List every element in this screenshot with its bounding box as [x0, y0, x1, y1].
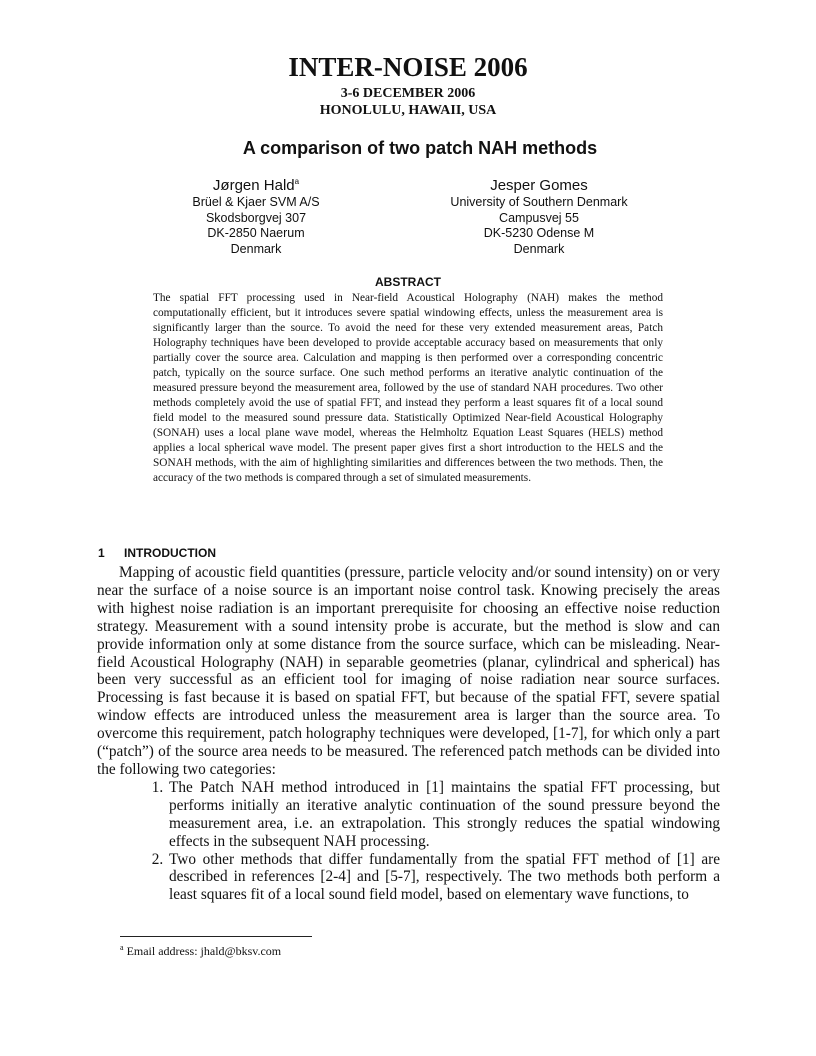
- section-title: INTRODUCTION: [124, 546, 216, 560]
- section-heading-introduction: [98, 546, 216, 560]
- author-affiliation-line: Denmark: [513, 241, 565, 256]
- intro-paragraph: Mapping of acoustic field quantities (pressure, particle velocity and/or sound intensity) on or very near the surface of a noise source is an important noise control task. Knowing precisely the areas with highest noise radiation is an important prerequisite for choosing an effective noise reduction strategy. Measurement with a sound intensity probe is accurate, but the method is slow and can provide information only at some distance from the source surface, which can be misleading. Near-field Acoustical Holography (NAH) in separable geometries (planar, cylindrical and spherical) has been very successful as an efficient tool for imaging of noise radiation near source surfaces. Processing is fast because it is based on spatial FFT, but because of the spatial FFT, severe spatial window effects are introduced unless the measurement area is larger than the source area. To overcome this requirement, patch holography techniques were developed, [1-7], for which only a part (“patch”) of the source area needs to be measured. The referenced patch methods can be divided into the following two categories:: [97, 564, 720, 778]
- abstract-text: The spatial FFT processing used in Near-field Acoustical Holography (NAH) makes the method computationally efficient, but it introduces severe spatial windowing effects, unless the measurement area is significantly larger than the source. To avoid the need for these very extended measurement areas, Patch Holography techniques have been developed to provide acceptable accuracy based on measurements that only partially cover the source area. Calculation and mapping is then performed over a corresponding concentric patch, typically on the source surface. One such method performs an iterative analytic continuation of the measured pressure beyond the measurement area, followed by the use of standard NAH procedures. Two other methods completely avoid the use of spatial FFT, and instead they perform a least squares fit of a local sound field model to the measured sound pressure data. Statistically Optimized Near-field Acoustical Holography (SONAH) uses a local plane wave model, whereas the Helmholtz Equation Least Squares (HELS) method applies a local spherical wave model. The present paper gives first a short introduction to the HELS and the SONAH methods, with the aim of highlighting similarities and differences between the two methods. Then, the accuracy of the two methods is compared through a set of simulated measurements.: [153, 292, 663, 484]
- footnote-divider: [120, 936, 312, 937]
- footnote: [120, 944, 281, 959]
- author-affiliation-line: University of Southern Denmark: [450, 195, 628, 209]
- method-categories-list: [97, 779, 720, 904]
- conference-location: HONOLULU, HAWAII, USA: [319, 103, 497, 118]
- author-block-gomes: [409, 177, 669, 257]
- author-affiliation-line: Denmark: [230, 241, 282, 256]
- author-name: Jesper Gomes: [490, 177, 588, 194]
- introduction-body: [97, 564, 720, 904]
- author-footnote-marker: a: [294, 177, 300, 186]
- list-item: 2. Two other methods that differ fundamentally from the spatial FFT method of [1] are described in references [2-4] and [5-7], respectively. The two methods both perform a least squares fit of a local sound field model, based on elementary wave functions, to: [167, 851, 720, 905]
- author-name: Jørgen Hald$^a$: [212, 177, 300, 194]
- footnote-marker: a: [120, 943, 124, 952]
- conference-title: INTER-NOISE 2006: [288, 52, 528, 82]
- conference-date: 3-6 DECEMBER 2006: [340, 86, 476, 101]
- author-affiliation-line: Skodsborgvej 307: [205, 210, 307, 225]
- abstract-heading: ABSTRACT: [375, 275, 441, 289]
- paper-title: A comparison of two patch NAH methods: [242, 138, 598, 158]
- section-number: 1: [98, 546, 105, 560]
- author-block-hald: [126, 177, 386, 257]
- author-affiliation-line: DK-2850 Naerum: [207, 226, 305, 240]
- author-affiliation-line: DK-5230 Odense M: [483, 226, 595, 240]
- author-affiliation-line: Campusvej 55: [499, 210, 579, 225]
- author-affiliation-line: Brüel & Kjaer SVM A/S: [192, 195, 320, 209]
- footnote-text: Email address: jhald@bksv.com: [126, 944, 282, 958]
- list-item: 1. The Patch NAH method introduced in [1] maintains the spatial FFT processing, but performs initially an iterative analytic continuation of the sound pressure beyond the measurement area, i.e. an extrapolation. This strongly reduces the spatial windowing effects in the subsequent NAH processing.: [167, 779, 720, 851]
